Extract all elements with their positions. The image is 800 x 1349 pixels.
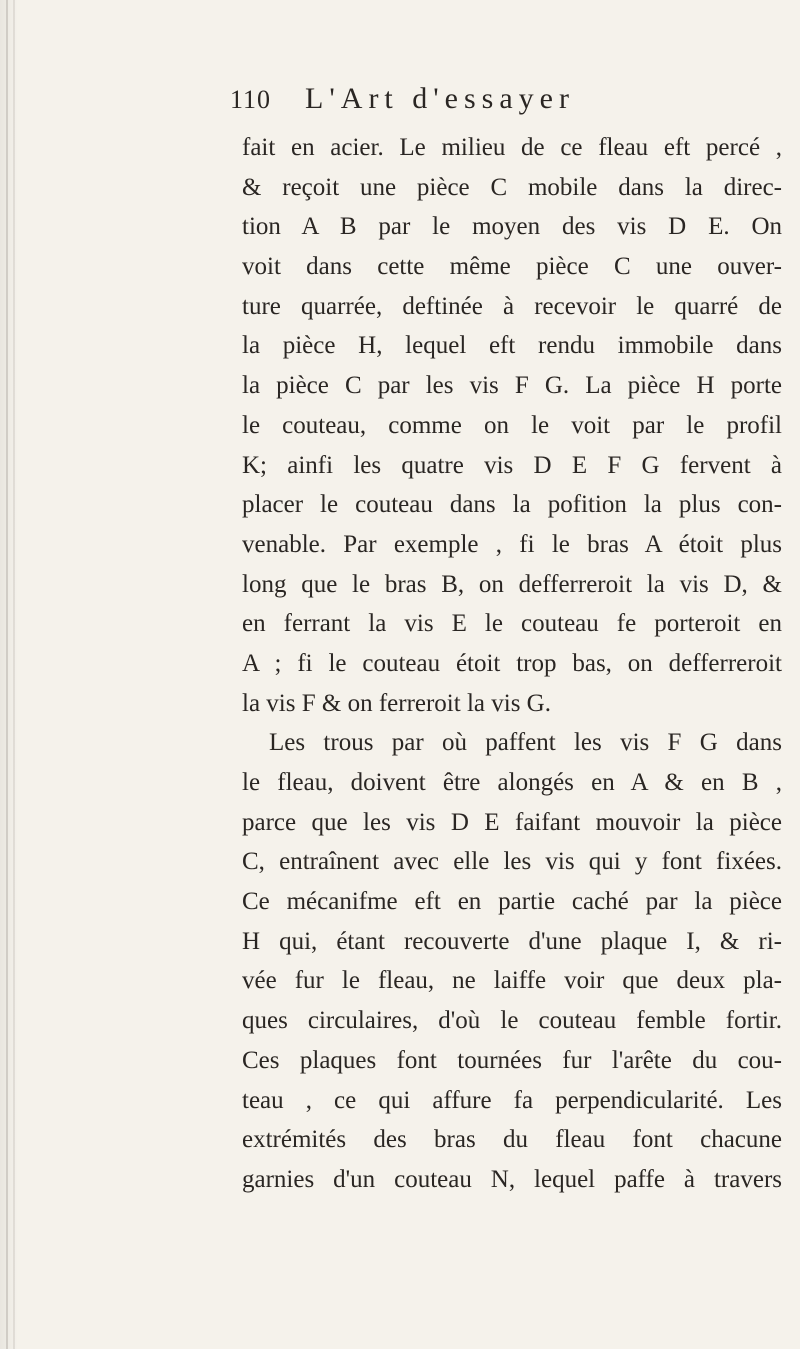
text-line: & reçoit une pièce C mobile dans la direc- bbox=[242, 173, 782, 201]
text-line: la vis F & on ferreroit la vis G. bbox=[242, 689, 551, 717]
text-line: vée fur le fleau, ne laiffe voir que deux pla- bbox=[242, 967, 782, 995]
text-line: long que le bras B, on defferreroit la vis D, & bbox=[242, 570, 782, 598]
page-edge-line bbox=[13, 0, 15, 1349]
text-line: H qui, étant recouverte d'une plaque I, & ri- bbox=[242, 927, 782, 955]
running-title: L'Art d'essayer bbox=[305, 82, 575, 115]
text-line: parce que les vis D E faifant mouvoir la pièce bbox=[242, 808, 782, 836]
text-line: la pièce C par les vis F G. La pièce H porte bbox=[242, 372, 782, 400]
page-number: 110 bbox=[230, 85, 272, 114]
page-header bbox=[230, 82, 575, 122]
text-line: tion A B par le moyen des vis D E. On bbox=[242, 213, 782, 241]
text-line: Les trous par où paffent les vis F G dans bbox=[269, 729, 782, 757]
text-line: ture quarrée, deftinée à recevoir le quarré de bbox=[242, 292, 782, 320]
paragraph-1 bbox=[242, 128, 782, 723]
text-line: placer le couteau dans la pofition la plus con- bbox=[242, 491, 782, 519]
text-line: voit dans cette même pièce C une ouver- bbox=[242, 253, 782, 281]
body-text bbox=[242, 128, 782, 1200]
text-line: fait en acier. Le milieu de ce fleau eft percé , bbox=[242, 134, 782, 161]
text-line: la pièce H, lequel eft rendu immobile dans bbox=[242, 332, 782, 360]
text-line: K; ainfi les quatre vis D E F G fervent à bbox=[242, 451, 782, 479]
text-line: le fleau, doivent être alongés en A & en B , bbox=[242, 769, 782, 796]
text-line: teau , ce qui affure fa perpendicularité. Les bbox=[242, 1086, 782, 1114]
text-line: A ; fi le couteau étoit trop bas, on defferreroit bbox=[242, 649, 782, 677]
text-line: venable. Par exemple , fi le bras A étoit plus bbox=[242, 530, 782, 558]
text-line: le couteau, comme on le voit par le profil bbox=[242, 411, 782, 439]
page-edge-line bbox=[6, 0, 8, 1349]
text-line: Ces plaques font tournées fur l'arête du cou- bbox=[242, 1046, 782, 1074]
text-line: extrémités des bras du fleau font chacune bbox=[242, 1126, 782, 1154]
text-line: C, entraînent avec elle les vis qui y font fixées. bbox=[242, 848, 782, 876]
text-line: ques circulaires, d'où le couteau femble fortir. bbox=[242, 1007, 782, 1035]
paragraph-2 bbox=[242, 723, 782, 1199]
text-line: Ce mécanifme eft en partie caché par la pièce bbox=[242, 888, 782, 916]
text-line: en ferrant la vis E le couteau fe porteroit en bbox=[242, 610, 782, 638]
text-line: garnies d'un couteau N, lequel paffe à travers bbox=[242, 1165, 782, 1193]
